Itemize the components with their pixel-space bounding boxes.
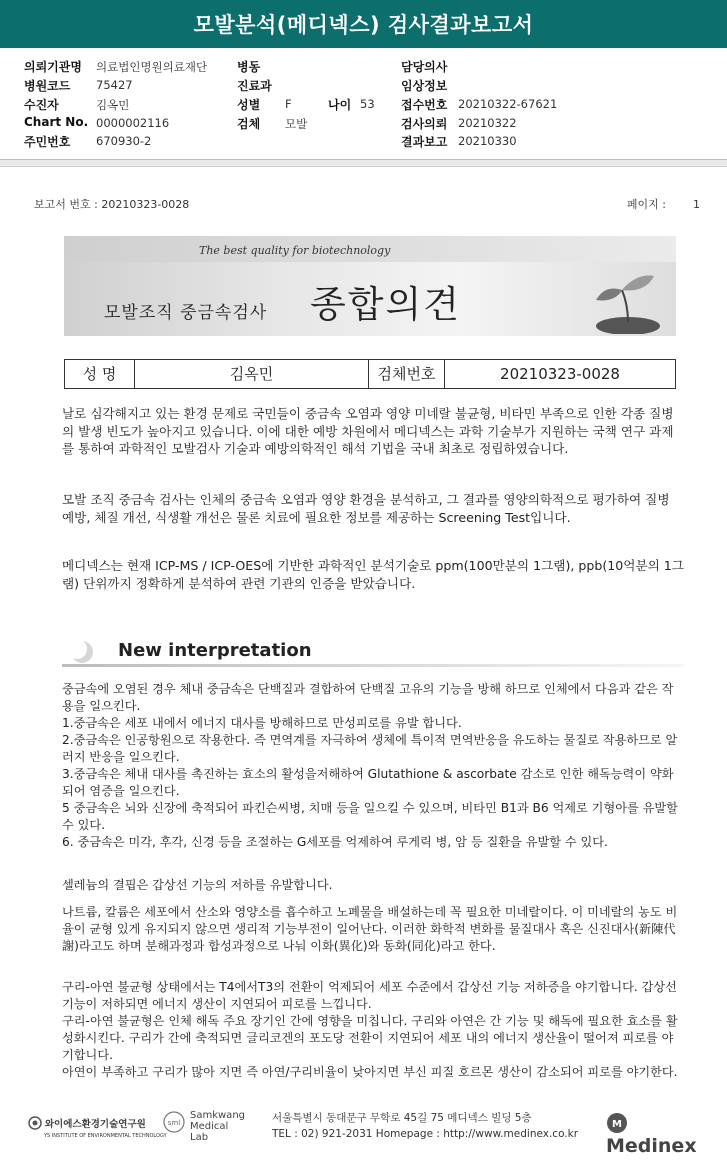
section-heading [62, 634, 684, 668]
name-label: 성 명 [65, 360, 135, 388]
info-value: 0000002116 [96, 116, 170, 130]
opinion-banner [64, 236, 676, 336]
body-paragraph: 나트륨, 칼륨은 세포에서 산소와 영양소를 흡수하고 노폐물을 배설하는데 꼭 필요한 미네랄이다. 이 미네랄의 농도 비율이 균형 있게 유지되지 않으면 생리적 기능부전이 일어난다. 이러한 화학적 변화를 물질대사 혹은 신진대사(新陳代謝)라고도 하며 분해과정과 합성과정으로 나눠 이화(異化)와 동화(同化)라고 한다. [62, 905, 678, 953]
body-paragraph: 2.중금속은 인공항원으로 작용한다. 즉 면역계를 자극하여 생체에 특이적 면역반응을 유도하는 물질로 작용하므로 알러지 반응을 일으킨다. [62, 733, 678, 764]
medinex-logo-text: Medinex [606, 1135, 697, 1157]
info-label: 검체 [237, 117, 261, 131]
body-paragraph: 6. 중금속은 미각, 후각, 신경 등을 조절하는 G세포를 억제하여 루게릭 병, 암 등 질환을 유발할 수 있다. [62, 835, 608, 849]
info-label: 병원코드 [24, 79, 71, 93]
body-paragraph: 아연이 부족하고 구리가 많아 지면 즉 아연/구리비율이 낮아지면 부신 피질 호르몬 생산이 감소되어 피로를 야기한다. [62, 1065, 678, 1079]
info-label: 결과보고 [401, 135, 448, 149]
page-value: 1 [693, 198, 700, 211]
info-label: 병동 [237, 60, 261, 74]
svg-text:M: M [612, 1119, 622, 1130]
info-value: 20210322-67621 [458, 97, 558, 111]
footer [14, 1096, 714, 1157]
info-label: 검사의뢰 [401, 117, 448, 131]
ys-logo-subtext: YS INSTITUTE OF ENVIRONMENTAL TECHNOLOGY [44, 1133, 167, 1139]
ys-logo-icon [28, 1116, 42, 1130]
info-label: 진료과 [237, 79, 272, 93]
info-value: 670930-2 [96, 134, 152, 148]
info-label: 임상정보 [401, 79, 448, 93]
sprout-icon [588, 260, 662, 334]
report-title: 모발분석(메디넥스) 검사결과보고서 [0, 0, 727, 48]
page-number [627, 196, 700, 212]
address-block [272, 1110, 578, 1142]
info-label: 의뢰기관명 [24, 60, 82, 74]
body-paragraph: 1.중금속은 세포 내에서 에너지 대사를 방해하므로 만성피로를 유발 합니다. [62, 716, 462, 730]
info-value: 20210330 [458, 134, 517, 148]
report-number: 보고서 번호 : 20210323-0028 [34, 198, 190, 211]
info-value: 모발 [285, 117, 308, 131]
info-label: 수진자 [24, 98, 59, 112]
divider [0, 159, 727, 167]
info-label: 성별 [237, 98, 261, 112]
ys-logo [28, 1116, 167, 1140]
banner-subtitle: 모발조직 중금속검사 [104, 303, 268, 323]
intro-paragraph: 날로 심각해지고 있는 환경 문제로 국민들이 중금속 오염과 영양 미네랄 불균형, 비타민 부족으로 인한 각종 질병의 발생 빈도가 높아지고 있습니다. 이에 대한 예방 차원에서 메디넥스는 과학 기술부가 지원하는 국책 연구 과제를 통하여 과학적인 모발검사 기술과 예방의학적인 해석 기법을 국내 최초로 정립하였습니다. [62, 406, 674, 456]
sample-value: 20210323-0028 [500, 365, 620, 383]
sample-label: 검체번호 [369, 360, 445, 388]
info-label: 담당의사 [401, 60, 448, 74]
info-label: Chart No. [24, 115, 89, 129]
banner-title: 종합의견 [310, 283, 461, 326]
info-value: 53 [360, 97, 375, 111]
info-value: 20210322 [458, 116, 517, 130]
body-paragraph: 구리-아연 불균형은 인체 해독 주요 장기인 간에 영향을 미칩니다. 구리와 아연은 간 기능 및 해독에 필요한 효소를 활성화시킨다. 구리가 간에 축적되면 글리코겐의 포도당 전환이 지연되어 세포 내의 에너지 생산율이 떨어져 피로를 야기합니다. [62, 1014, 678, 1062]
contact: TEL : 02) 921-2031 Homepage : http://www.medinex.co.kr [272, 1128, 579, 1140]
samkwang-logo [162, 1110, 245, 1143]
medinex-logo-icon [606, 1112, 628, 1134]
scanned-report [14, 176, 714, 1172]
body-paragraph: 셀레늄의 결핍은 갑상선 기능의 저하를 유발합니다. [62, 878, 333, 892]
section-title: New interpretation [118, 640, 312, 661]
ys-logo-text: 와이에스환경기술연구원 [44, 1119, 146, 1130]
info-value: 75427 [96, 78, 133, 92]
name-value: 김옥민 [135, 360, 369, 388]
info-label: 나이 [328, 98, 352, 112]
body-paragraph: 구리-아연 불균형 상태에서는 T4에서T3의 전환이 억제되어 세포 수준에서 갑상선 기능 저하증을 야기합니다. 갑상선 기능이 저하되면 에너지 생산이 지연되어 피로를 느낍니다. [62, 980, 677, 1011]
section-underline [62, 664, 684, 667]
samkwang-logo-text: Samkwang [190, 1110, 245, 1121]
name-table [64, 359, 676, 389]
address: 서울특별시 동대문구 무학로 45길 75 메디넥스 빌딩 5층 [272, 1112, 532, 1124]
moon-icon [66, 640, 102, 664]
samkwang-logo-icon [162, 1110, 186, 1134]
svg-text:sml: sml [167, 1119, 181, 1127]
info-label: 접수번호 [401, 98, 448, 112]
intro-paragraph: 메디넥스는 현재 ICP-MS / ICP-OES에 기반한 과학적인 분석기술로 ppm(100만분의 1그램), ppb(10억분의 1그램) 단위까지 정확하게 분석하여 관련 기관의 인증을 받았습니다. [62, 558, 684, 591]
body-paragraph: 중금속에 오염된 경우 체내 중금속은 단백질과 결합하여 단백질 고유의 기능을 방해 하므로 인체에서 다음과 같은 작용을 일으킨다. [62, 682, 674, 713]
body-paragraph: 3.중금속은 체내 대사를 촉진하는 효소의 활성을저해하여 Glutathione & ascorbate 감소로 인한 해독능력이 약화되어 염증을 일으킨다. [62, 767, 674, 798]
info-label: 주민번호 [24, 135, 71, 149]
patient-info [0, 52, 727, 152]
info-value: 의료법인명원의료재단 [96, 60, 208, 74]
banner-tagline: The best quality for biotechnology [199, 244, 391, 257]
info-value: 김옥민 [96, 98, 130, 112]
samkwang-logo-subtext: Medical Lab [190, 1121, 229, 1143]
medinex-logo [606, 1112, 714, 1157]
intro-paragraph: 모발 조직 중금속 검사는 인체의 중금속 오염과 영양 환경을 분석하고, 그 결과를 영양의학적으로 평가하여 질병 예방, 체질 개선, 식생활 개선은 물론 치료에 필요한 정보를 제공하는 Screening Test입니다. [62, 492, 670, 525]
body-paragraph: 5 중금속은 뇌와 신장에 축적되어 파킨슨씨병, 치매 등을 일으킬 수 있으며, 비타민 B1과 B6 억제로 기형아를 유발할 수 있다. [62, 801, 678, 832]
info-value: F [285, 97, 292, 111]
page-label: 페이지 : [626, 198, 666, 211]
